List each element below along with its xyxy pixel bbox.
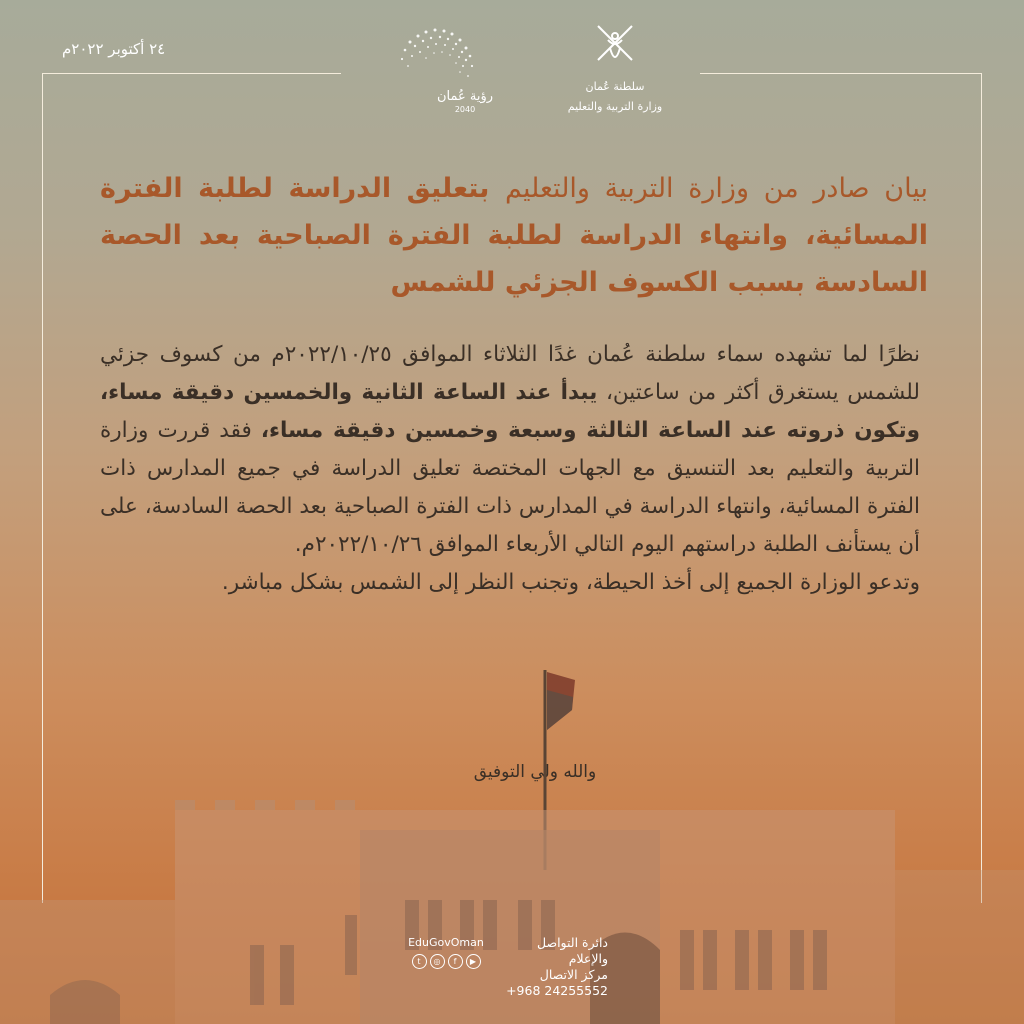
date-label: ٢٤ أكتوبر ٢٠٢٢م: [62, 40, 166, 58]
headline-bold: بتعليق الدراسة لطلبة الفترة المسائية، وانتهاء الدراسة لطلبة الفترة الصباحية بعد الحصة السادسة بسبب الكسوف الجزئي للشمس: [100, 173, 928, 298]
footer-handle: EduGovOman: [408, 936, 484, 949]
frame-line-top-right: [700, 73, 981, 74]
svg-text:وزارة التربية والتعليم: وزارة التربية والتعليم: [567, 100, 663, 113]
footer-phone: +968 24255552: [506, 983, 608, 998]
footer-dept-line: دائرة التواصل والإعلام: [536, 935, 608, 966]
statement-body: [100, 336, 920, 602]
headline: [100, 165, 928, 306]
facebook-icon[interactable]: f: [448, 954, 463, 969]
svg-text:رؤية عُمان: رؤية عُمان: [436, 89, 494, 104]
body-p1-start: نظرًا لما تشهده سماء سلطنة عُمان غدًا الثلاثاء الموافق ٢٠٢٢/١٠/٢٥م من كسوف جزئي للشمس يستغرق أكثر من ساعتين،: [100, 342, 920, 405]
footer-contact-info: [498, 935, 608, 999]
footer-center-line: مركز الاتصال: [539, 967, 608, 982]
closing-phrase: والله ولي التوفيق: [473, 762, 597, 782]
instagram-icon[interactable]: ◎: [430, 954, 445, 969]
headline-normal: بيان صادر من وزارة التربية والتعليم: [504, 173, 929, 204]
oman-vision-2040-logo: [390, 22, 510, 122]
body-paragraph-1: [100, 336, 920, 564]
social-icons-row: [400, 954, 492, 969]
body-paragraph-2: وتدعو الوزارة الجميع إلى أخذ الحيطة، وتجنب النظر إلى الشمس بشكل مباشر.: [221, 570, 920, 595]
svg-text:2040: 2040: [454, 105, 476, 114]
footer-social: [400, 935, 492, 969]
youtube-icon[interactable]: ▶: [466, 954, 481, 969]
svg-text:سلطنة عُمان: سلطنة عُمان: [585, 80, 645, 93]
twitter-icon[interactable]: t: [412, 954, 427, 969]
body-p1-end: فقد قررت وزارة التربية والتعليم بعد التنسيق مع الجهات المختصة تعليق الدراسة في جميع المدارس ذات الفترة المسائية، وانتهاء الدراسة في المدارس ذات الفترة الصباحية بعد الحصة السادسة، على أن يستأنف الطلبة دراستهم اليوم التالي الأربعاء الموافق ٢٠٢٢/١٠/٢٦م.: [100, 418, 920, 557]
body-p1-bold: يبدأ عند الساعة الثانية والخمسين دقيقة مساء، وتكون ذروته عند الساعة الثالثة وسبعة وخمسين دقيقة مساء،: [100, 380, 920, 443]
frame-line-top-left: [42, 73, 341, 74]
ministry-emblem-logo: [560, 18, 670, 130]
